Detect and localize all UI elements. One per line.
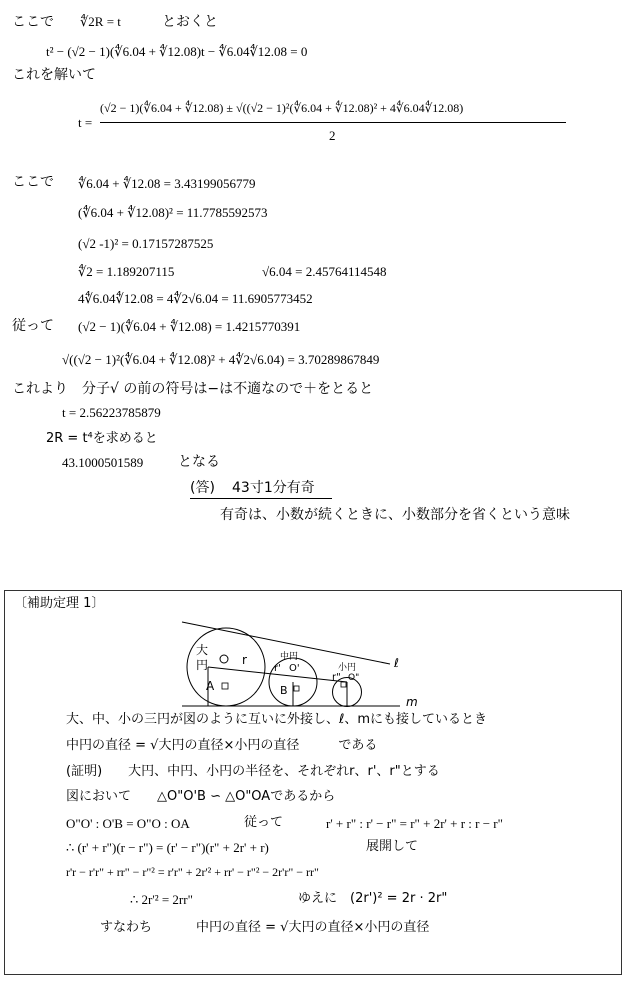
sqrt-6-04: √6.04 = 2.45764114548 — [262, 264, 387, 279]
solution-lhs: t = — [78, 115, 93, 130]
diameter-value: 43.1000501589 — [62, 455, 144, 470]
cross-multiplied: ∴ (r' + r")(r − r") = (r' − r")(r" + 2r' + r) — [66, 840, 269, 855]
svg-text:円: 円 — [196, 658, 209, 672]
three-circles-figure — [170, 612, 430, 712]
namely-label: すなわち — [100, 920, 153, 935]
discriminant-root-value: √((√2 − 1)²(∜6.04 + ∜12.08)² + 4∜2√6.04) = 3.70289867849 — [62, 352, 380, 367]
ratio-therefore: 従って — [244, 815, 284, 830]
small-circle-label: 小円 — [338, 663, 357, 673]
ratio-equation: O"O' : O'B = O"O : OA — [66, 816, 190, 831]
expanded-equation: r'r − r'r" + rr" − r"² = r'r" + 2r'² + rr' − r"² − 2r'r" − rr" — [66, 865, 319, 879]
hence-equation: ゆえに (2r')² = 2r · 2r" — [298, 891, 448, 906]
therefore-label: 従って — [12, 318, 54, 334]
sum-squared-value: (∜6.04 + ∜12.08)² = 11.7785592573 — [78, 205, 268, 220]
diameter-step: 2R = t⁴を求めると — [46, 431, 158, 446]
simplified-equation: ∴ 2r'² = 2rr" — [130, 892, 193, 907]
t-value: t = 2.56223785879 — [62, 405, 161, 420]
line-l-label: ℓ — [394, 656, 399, 670]
solution-denominator: 2 — [329, 128, 336, 143]
final-conclusion: 中円の直径 = √大円の直径×小円の直径 — [196, 920, 430, 935]
sum-value: ∜6.04 + ∜12.08 = 3.43199056779 — [78, 176, 256, 191]
center-o2-label: O" — [348, 673, 360, 683]
lemma-conclusion: 中円の直径 = √大円の直径×小円の直径 である — [66, 738, 378, 753]
product-value: 4∜6.04∜12.08 = 4∜2√6.04 = 11.6905773452 — [78, 291, 313, 306]
sign-choice-text: これより 分子√ の前の符号は−は不適なので＋をとると — [12, 381, 374, 397]
radius-r1-label: r' — [274, 663, 281, 674]
answer-text: 43寸1分有奇 — [232, 480, 315, 496]
lemma-title: 〔補助定理 1〕 — [14, 596, 105, 611]
fraction-bar — [100, 122, 566, 123]
solve-label: これを解いて — [12, 67, 96, 83]
line-m-label: m — [406, 695, 418, 709]
values-label: ここで — [12, 174, 54, 190]
proof-setup: (証明) 大円、中円、小円の半径を、それぞれr、r'、r"とする — [66, 764, 440, 779]
substitution-expr: ∜2R = t — [80, 14, 121, 29]
big-circle-label: 大 — [196, 643, 209, 657]
solution-numerator: (√2 − 1)(∜6.04 + ∜12.08) ± √((√2 − 1)²(∜6.04 + ∜12.08)² + 4∜6.04∜12.08) — [100, 101, 464, 115]
coefficient-value: (√2 − 1)(∜6.04 + ∜12.08) = 1.4215770391 — [78, 319, 301, 334]
answer-note: 有奇は、小数が続くときに、小数部分を省くという意味 — [220, 507, 570, 523]
fourth-root-2: ∜2 = 1.189207115 — [78, 264, 175, 279]
answer-label: (答) — [190, 480, 215, 496]
point-a-label: A — [206, 679, 215, 693]
mid-circle-label: 中円 — [280, 652, 299, 662]
diameter-suffix: となる — [178, 454, 220, 470]
answer-rule — [190, 498, 332, 499]
lemma-statement: 大、中、小の三円が図のように互いに外接し、ℓ、mにも接しているとき — [66, 712, 488, 727]
similar-triangles: 図において △O"O'B ∽ △O"OAであるから — [66, 789, 336, 804]
radius-r2-label: r" — [332, 672, 341, 683]
point-b-label: B — [280, 684, 288, 697]
root2-minus1-squared: (√2 -1)² = 0.17157287525 — [78, 236, 214, 251]
radius-r-label: r — [242, 653, 247, 667]
quadratic-equation: t² − (√2 − 1)(∜6.04 + ∜12.08)t − ∜6.04∜12.08 = 0 — [46, 44, 308, 59]
substitution-suffix: とおくと — [162, 14, 218, 30]
center-o1-label: O' — [289, 663, 300, 674]
expand-label: 展開して — [366, 839, 419, 854]
intro-label: ここで — [12, 14, 54, 30]
radius-ratio: r' + r" : r' − r" = r" + 2r' + r : r − r" — [326, 816, 503, 831]
